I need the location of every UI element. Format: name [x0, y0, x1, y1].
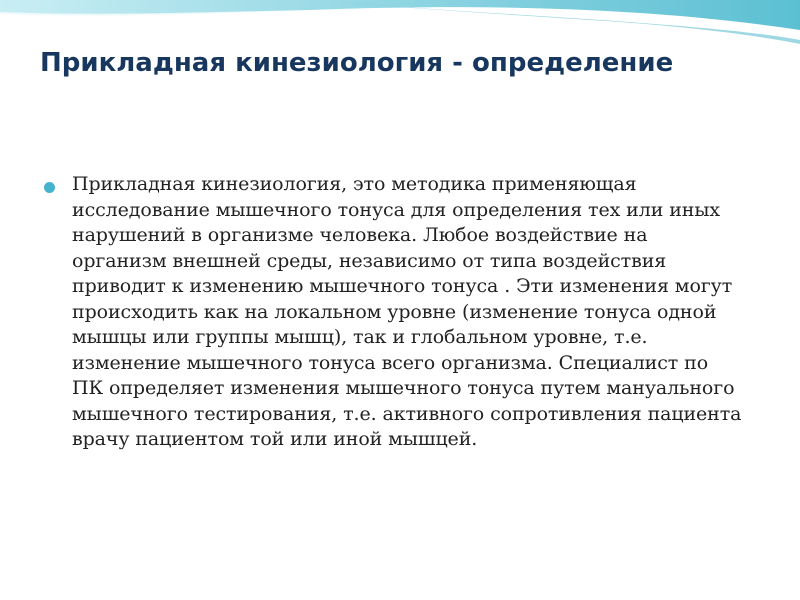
list-item	[44, 172, 744, 453]
slide-title: Прикладная кинезиология - определение	[40, 48, 674, 78]
bullet-text: Прикладная кинезиология, это методика применяющая исследование мышечного тонуса для определения тех или иных нарушений в организме человека. Любое воздействие на организм внешней среды, независимо от типа воздействия приводит к изменению мышечного тонуса . Эти изменения могут происходить как на локальном уровне (изменение тонуса одной мышцы или группы мышц), так и глобальном уровне, т.е. изменение мышечного тонуса всего организма. Специалист по ПК определяет изменения мышечного тонуса путем мануального мышечного тестирования, т.е. активного сопротивления пациента врачу пациентом той или иной мышцей.	[72, 173, 742, 450]
bullet-list	[44, 172, 744, 453]
bullet-dot-icon	[44, 182, 55, 193]
